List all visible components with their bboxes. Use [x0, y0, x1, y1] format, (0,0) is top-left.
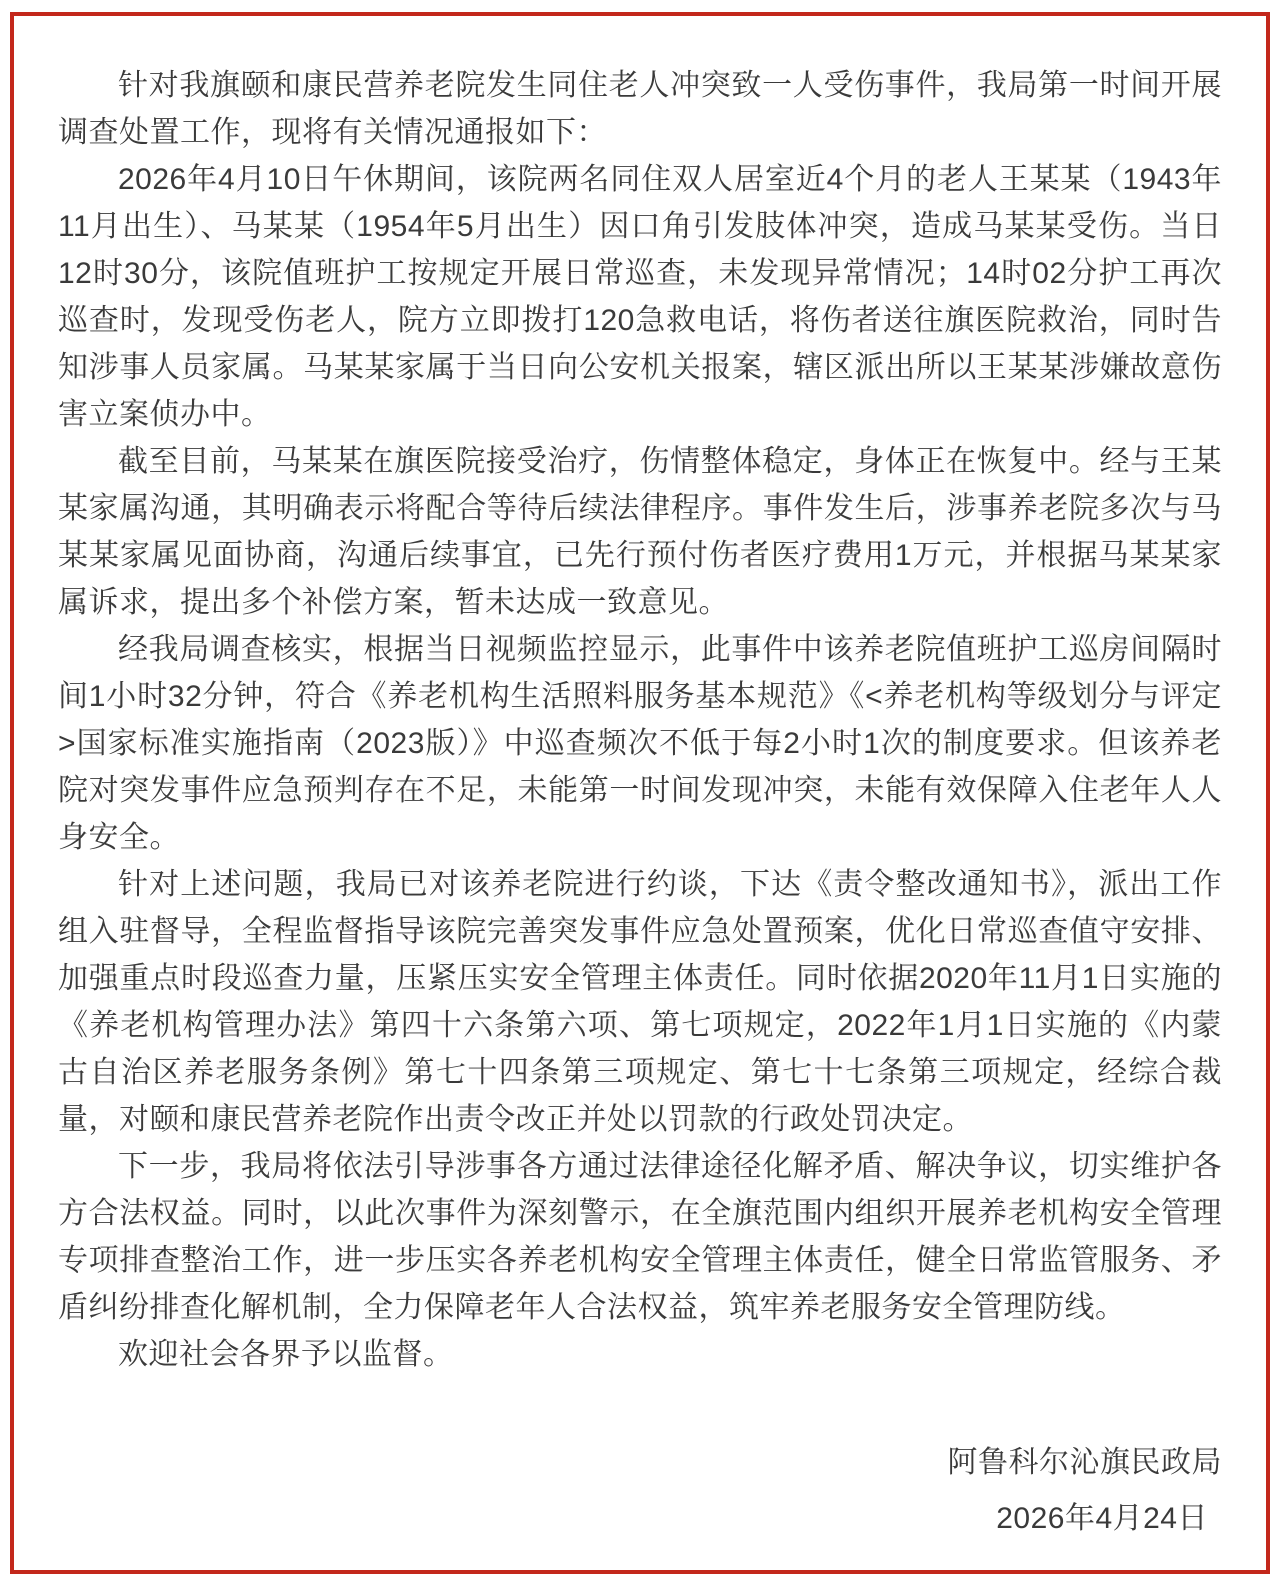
- notice-paragraph-status: 截至目前，马某某在旗医院接受治疗，伤情整体稳定，身体正在恢复中。经与王某某家属沟通，其明确表示将配合等待后续法律程序。事件发生后，涉事养老院多次与马某某家属见面协商，沟通后续事宜，已先行预付伤者医疗费用1万元，并根据马某某家属诉求，提出多个补偿方案，暂未达成一致意见。: [58, 445, 1222, 619]
- signature-date: 2026年4月24日: [996, 1502, 1208, 1535]
- notice-body: [14, 16, 1266, 1547]
- notice-frame: [10, 12, 1270, 1574]
- notice-paragraph-incident: 2026年4月10日午休期间，该院两名同住双人居室近4个月的老人王某某（1943年11月出生）、马某某（1954年5月出生）因口角引发肢体冲突，造成马某某受伤。当日12时30分，该院值班护工按规定开展日常巡查，未发现异常情况；14时02分护工再次巡查时，发现受伤老人，院方立即拨打120急救电话，将伤者送往旗医院救治，同时告知涉事人员家属。马某某家属于当日向公安机关报案，辖区派出所以王某某涉嫌故意伤害立案侦办中。: [58, 163, 1222, 431]
- notice-paragraph-closing: 欢迎社会各界予以监督。: [118, 1338, 454, 1371]
- notice-paragraph-next-steps: 下一步，我局将依法引导涉事各方通过法律途径化解矛盾、解决争议，切实维护各方合法权益。同时，以此次事件为深刻警示，在全旗范围内组织开展养老机构安全管理专项排查整治工作，进一步压实各养老机构安全管理主体责任，健全日常监管服务、矛盾纠纷排查化解机制，全力保障老年人合法权益，筑牢养老服务安全管理防线。: [58, 1150, 1222, 1324]
- notice-paragraph-intro: 针对我旗颐和康民营养老院发生同住老人冲突致一人受伤事件，我局第一时间开展调查处置工作，现将有关情况通报如下：: [58, 69, 1222, 149]
- signature-block: [58, 1435, 1222, 1547]
- notice-paragraph-penalty: 针对上述问题，我局已对该养老院进行约谈，下达《责令整改通知书》，派出工作组入驻督导，全程监督指导该院完善突发事件应急处置预案，优化日常巡查值守安排、加强重点时段巡查力量，压紧压实安全管理主体责任。同时依据2020年11月1日实施的《养老机构管理办法》第四十六条第六项、第七项规定，2022年1月1日实施的《内蒙古自治区养老服务条例》第七十四条第三项规定、第七十七条第三项规定，经综合裁量，对颐和康民营养老院作出责令改正并处以罚款的行政处罚决定。: [58, 868, 1222, 1136]
- signature-organization: 阿鲁科尔沁旗民政局: [947, 1446, 1222, 1479]
- notice-paragraph-investigation: 经我局调查核实，根据当日视频监控显示，此事件中该养老院值班护工巡房间隔时间1小时32分钟，符合《养老机构生活照料服务基本规范》《<养老机构等级划分与评定>国家标准实施指南（2023版）》中巡查频次不低于每2小时1次的制度要求。但该养老院对突发事件应急预判存在不足，未能第一时间发现冲突，未能有效保障入住老年人人身安全。: [58, 633, 1222, 854]
